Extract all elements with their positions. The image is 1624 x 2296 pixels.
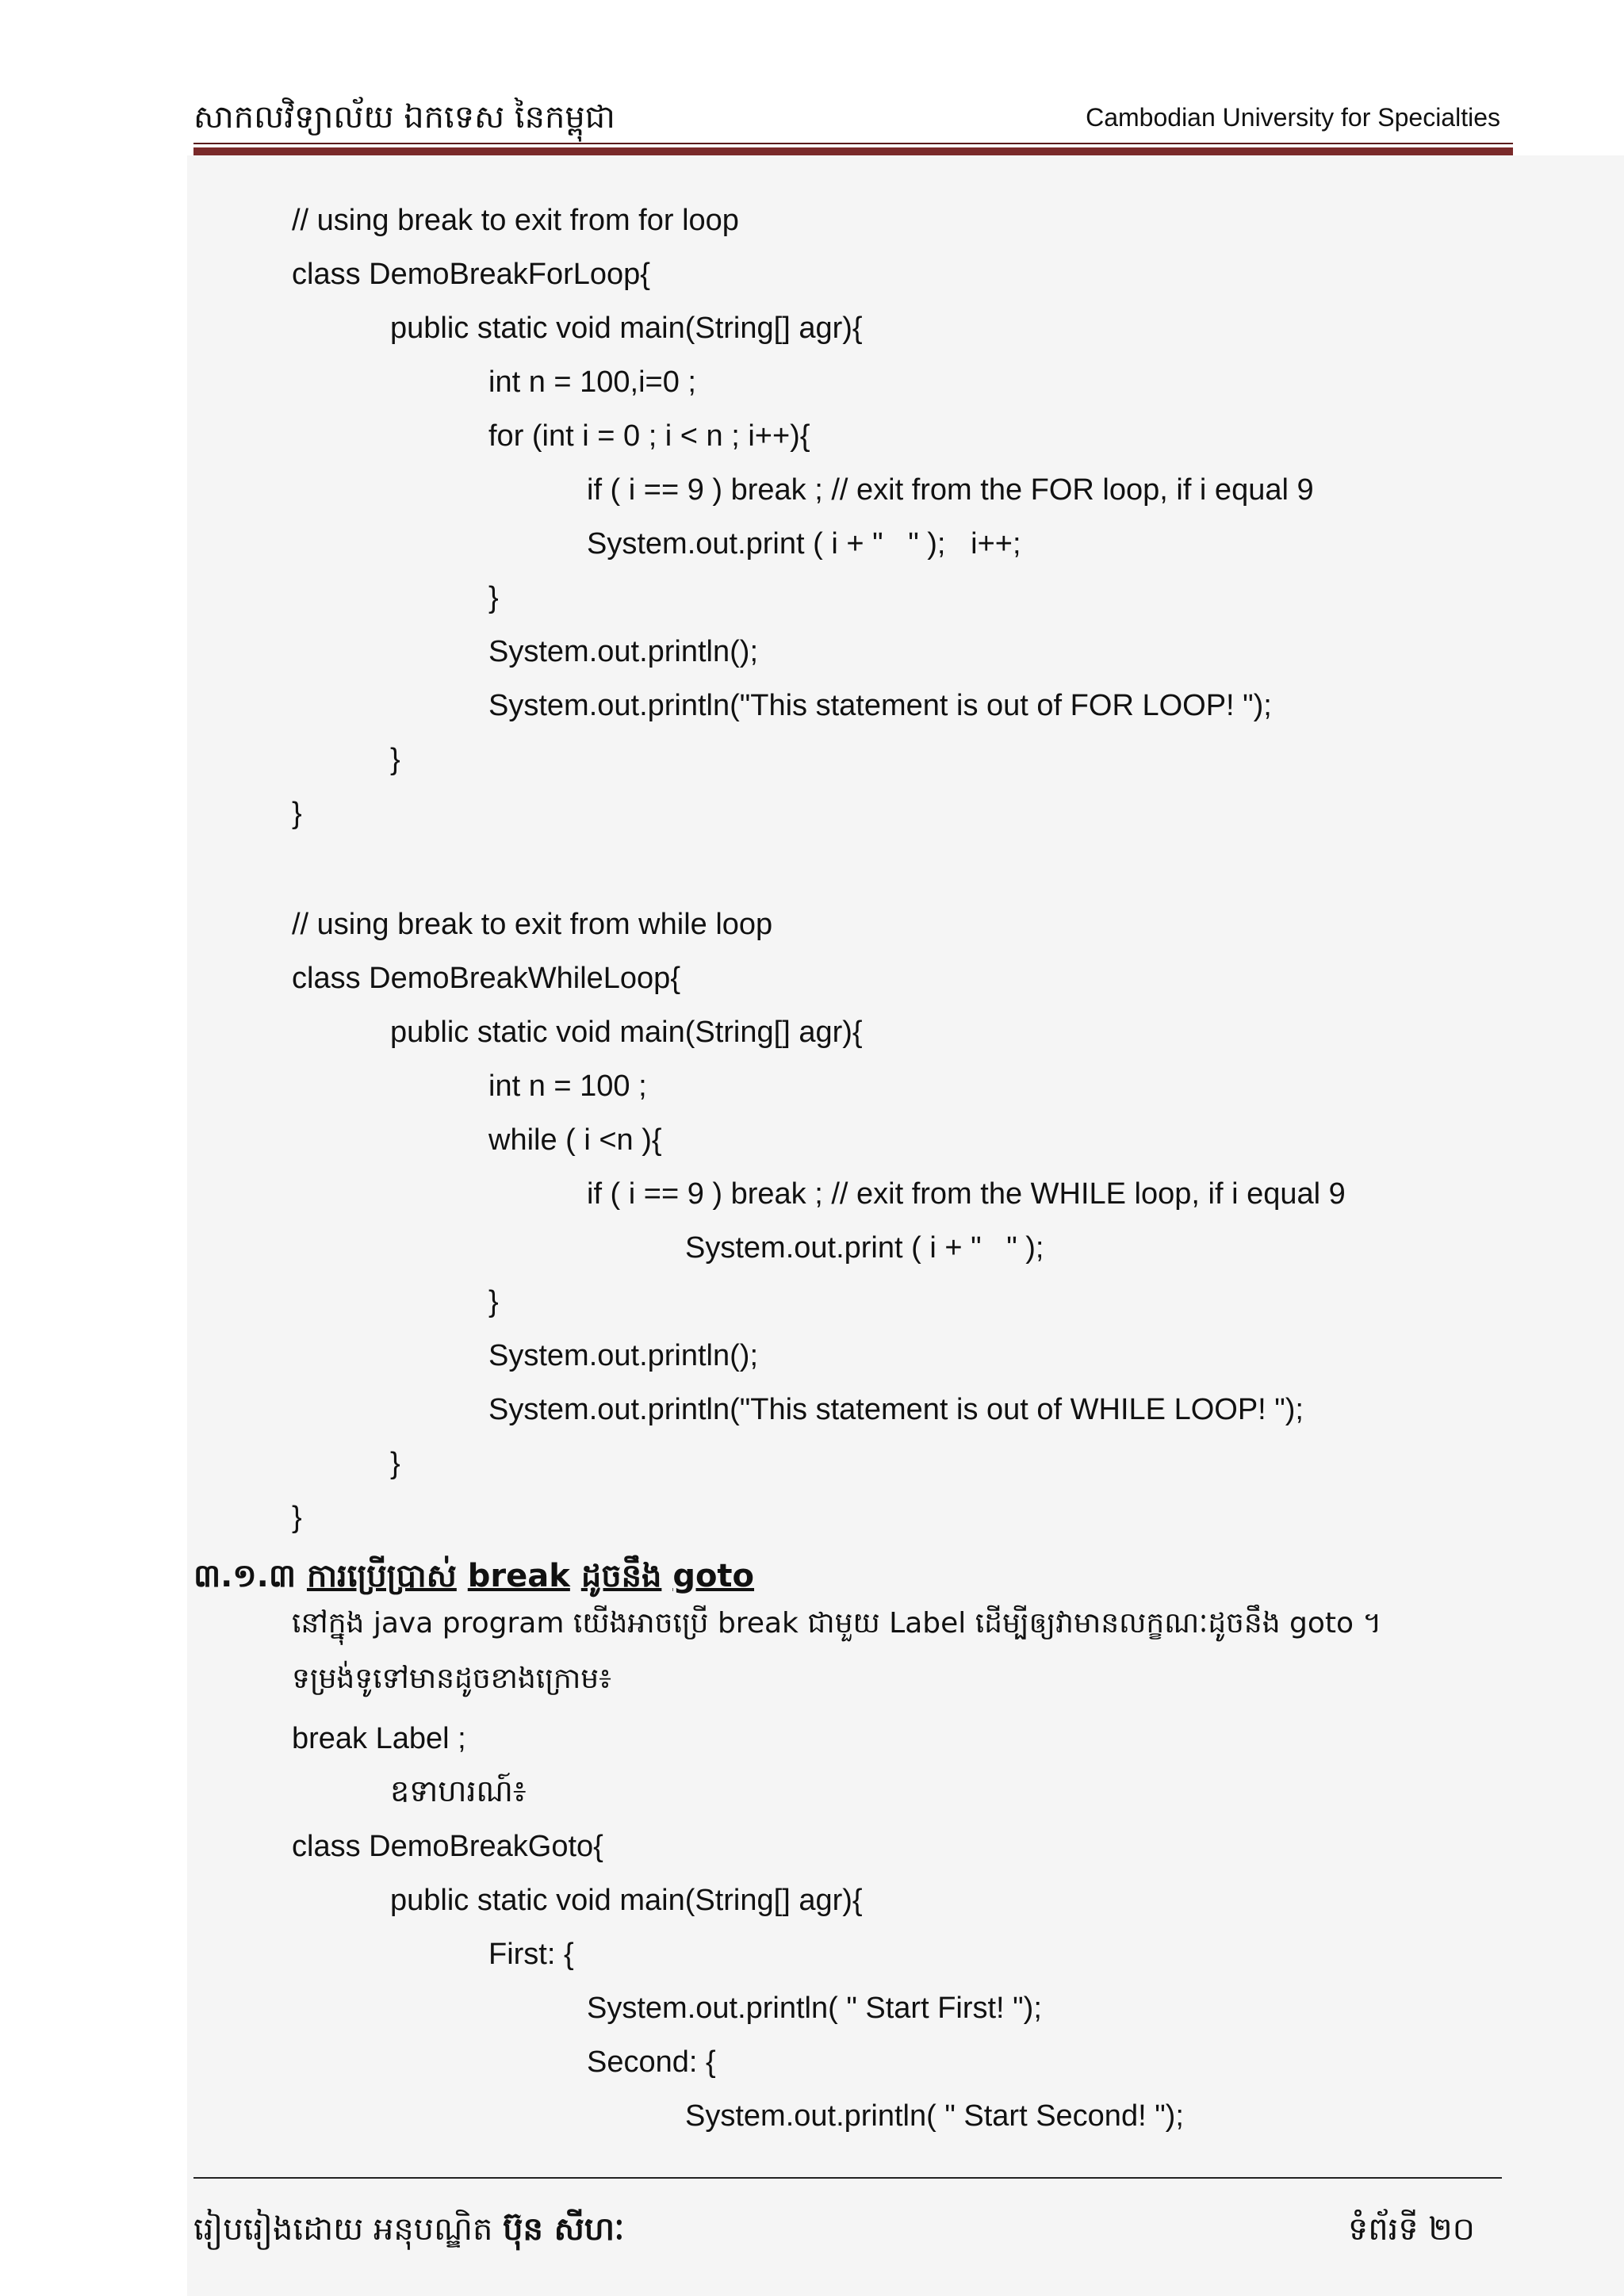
code-line: System.out.println(); [488, 635, 758, 668]
code-line: if ( i == 9 ) break ; // exit from the FOR loop, if i equal 9 [587, 473, 1314, 507]
header-university-khmer: សាកលវិទ្យាល័យ ឯកទេស នៃកម្ពុជា [193, 99, 615, 136]
section-title-goto: goto [672, 1558, 755, 1594]
section-title-mid: ដូចនឹង [580, 1558, 662, 1594]
header-rule [193, 143, 1513, 144]
code-line: } [390, 743, 400, 776]
section-number: ៣.១.៣ [193, 1558, 297, 1594]
footer-author-prefix: រៀបរៀងដោយ អនុបណ្ឌិត [193, 2211, 493, 2248]
code-line: while ( i <n ){ [488, 1123, 662, 1157]
code-line: System.out.println(); [488, 1339, 758, 1372]
syntax-line: break Label ; [292, 1722, 466, 1755]
code-line: Second: { [587, 2045, 716, 2079]
section-title-khmer: ការប្រើប្រាស់ [306, 1558, 457, 1594]
code-line: } [292, 1501, 302, 1534]
code-line: public static void main(String[] agr){ [390, 312, 863, 345]
code-line: } [292, 797, 302, 830]
footer-page-number: ទំព័រទី ២០ [1347, 2211, 1475, 2248]
section-heading [193, 1556, 754, 1602]
code-line: System.out.println( " Start Second! "); [685, 2099, 1184, 2133]
code-line: class DemoBreakForLoop{ [292, 258, 650, 291]
section-paragraph-line: ទម្រង់ទូទៅមានដូចខាងក្រោម៖ [292, 1663, 611, 1695]
code-line: public static void main(String[] agr){ [390, 1884, 863, 1917]
footer-author [193, 2209, 624, 2256]
code-line: System.out.print ( i + " " ); i++; [587, 527, 1021, 561]
header-rule-thick [193, 147, 1513, 155]
code-line: class DemoBreakWhileLoop{ [292, 962, 681, 995]
code-line: System.out.print ( i + " " ); [685, 1231, 1044, 1265]
code-line: if ( i == 9 ) break ; // exit from the WHILE loop, if i equal 9 [587, 1177, 1346, 1211]
code-comment: // using break to exit from for loop [292, 204, 739, 237]
code-comment: // using break to exit from while loop [292, 908, 773, 941]
section-paragraph-line: នៅក្នុង java program យើងអាចប្រើ break ជាមួយ Label ដើម្បីឲ្យវាមានលក្ខណៈដូចនឹង goto ។ [292, 1607, 1382, 1640]
code-line: } [488, 1285, 499, 1318]
code-line: public static void main(String[] agr){ [390, 1016, 863, 1049]
code-line: System.out.println("This statement is out of FOR LOOP! "); [488, 689, 1272, 722]
code-line: for (int i = 0 ; i < n ; i++){ [488, 419, 810, 453]
code-line: } [488, 581, 499, 614]
code-line: int n = 100,i=0 ; [488, 365, 696, 399]
header-university-english: Cambodian University for Specialties [1086, 103, 1500, 132]
code-line: System.out.println( " Start First! "); [587, 1992, 1042, 2025]
code-line: } [390, 1447, 400, 1480]
code-line: System.out.println("This statement is out of WHILE LOOP! "); [488, 1393, 1304, 1426]
section-title-break: break [467, 1558, 570, 1594]
code-line: class DemoBreakGoto{ [292, 1830, 603, 1863]
footer-author-name: ប៊ុន សីហៈ [503, 2211, 625, 2248]
code-line: int n = 100 ; [488, 1070, 647, 1103]
example-label: ឧទាហរណ៍៖ [390, 1774, 527, 1808]
code-line: First: { [488, 1938, 574, 1971]
footer-rule [193, 2177, 1502, 2179]
